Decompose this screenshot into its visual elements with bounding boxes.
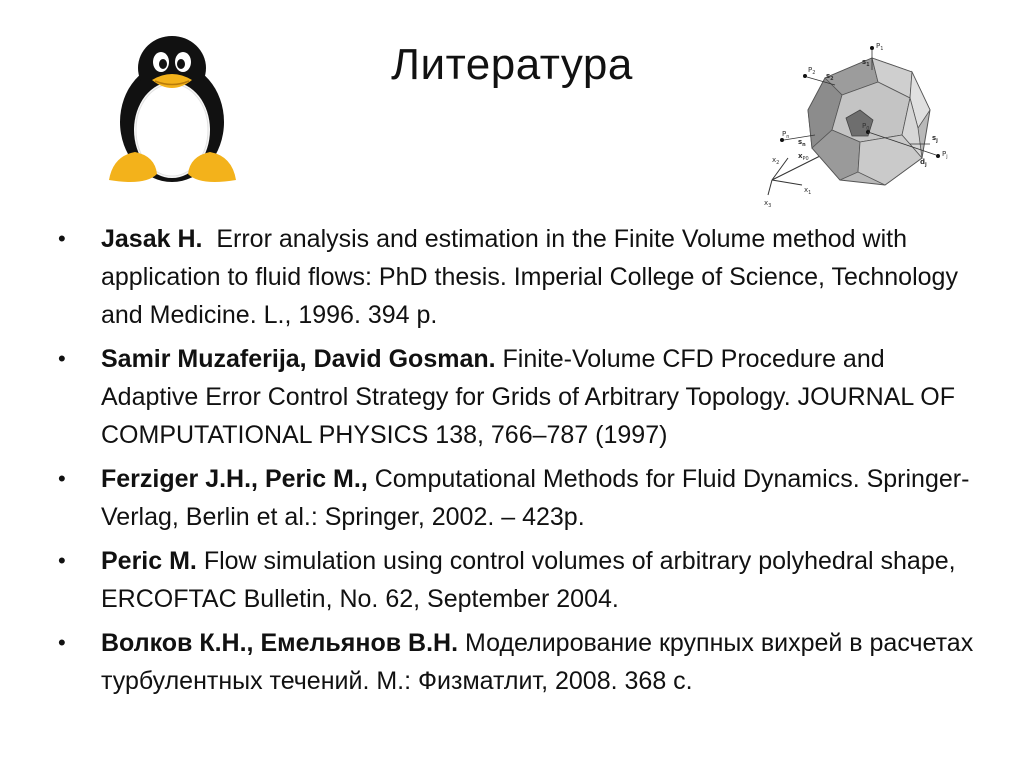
slide-title: Литература — [391, 40, 633, 89]
reference-author: Peric M. — [101, 547, 197, 575]
sj-label: $s_j$ — [932, 134, 938, 144]
reference-author: Samir Muzaferija, David Gosman. — [101, 345, 496, 373]
reference-item — [58, 624, 981, 700]
reference-text: Finite-Volume CFD Procedure and Adaptive Error Control Strategy for Grids of Arbitrary Topology. JOURNAL OF COMPUTATIONAL PHYSICS 138, 766–787 (1997) — [101, 345, 962, 449]
bullet: • — [58, 548, 66, 573]
bullet: • — [58, 466, 66, 491]
bullet: • — [58, 346, 66, 371]
p1-label: $P_1$ — [876, 42, 884, 52]
axis-x3-label: $x_3$ — [764, 199, 772, 209]
sn-label: $s_n$ — [798, 138, 806, 148]
reference-author: Волков К.Н., Емельянов В.Н. — [101, 629, 459, 657]
axis-x2-label: $x_2$ — [772, 156, 780, 166]
p2-label: $P_2$ — [808, 66, 816, 76]
pn-label: $P_n$ — [782, 130, 790, 140]
reference-author: Jasak H. — [101, 225, 203, 253]
s1-label: $s_1$ — [862, 58, 870, 68]
bullet: • — [58, 630, 66, 655]
reference-item — [58, 542, 978, 618]
pj-label: $P_j$ — [942, 150, 948, 160]
reference-text: Flow simulation using control volumes of arbitrary polyhedral shape, ERCOFTAC Bulletin, No. 62, September 2004. — [101, 547, 963, 613]
dj-label: $d_j$ — [920, 158, 927, 168]
reference-item — [58, 220, 978, 334]
reference-list — [58, 220, 981, 706]
axis-x1-label: $x_1$ — [804, 186, 812, 196]
xp0-label: $x_{P0}$ — [798, 152, 809, 162]
reference-text: Computational Methods for Fluid Dynamics. Springer-Verlag, Berlin et al.: Springer, 2002. – 423p. — [101, 465, 970, 531]
penguin-image — [105, 30, 240, 188]
reference-item — [58, 460, 978, 536]
reference-text: Error analysis and estimation in the Finite Volume method with application to fluid flows: PhD thesis. Imperial College of Science, Technology and Medicine. L., 1996. 394 p. — [101, 225, 965, 329]
s2-label: $s_2$ — [826, 72, 834, 82]
polyhedron-diagram — [760, 40, 955, 210]
reference-author: Ferziger J.H., Peric M., — [101, 465, 368, 493]
bullet: • — [58, 226, 66, 251]
p0-label: $P_0$ — [862, 122, 870, 132]
reference-text: Моделирование крупных вихрей в расчетах турбулентных течений. М.: Физматлит, 2008. 368 с. — [101, 629, 981, 695]
reference-item — [58, 340, 978, 454]
